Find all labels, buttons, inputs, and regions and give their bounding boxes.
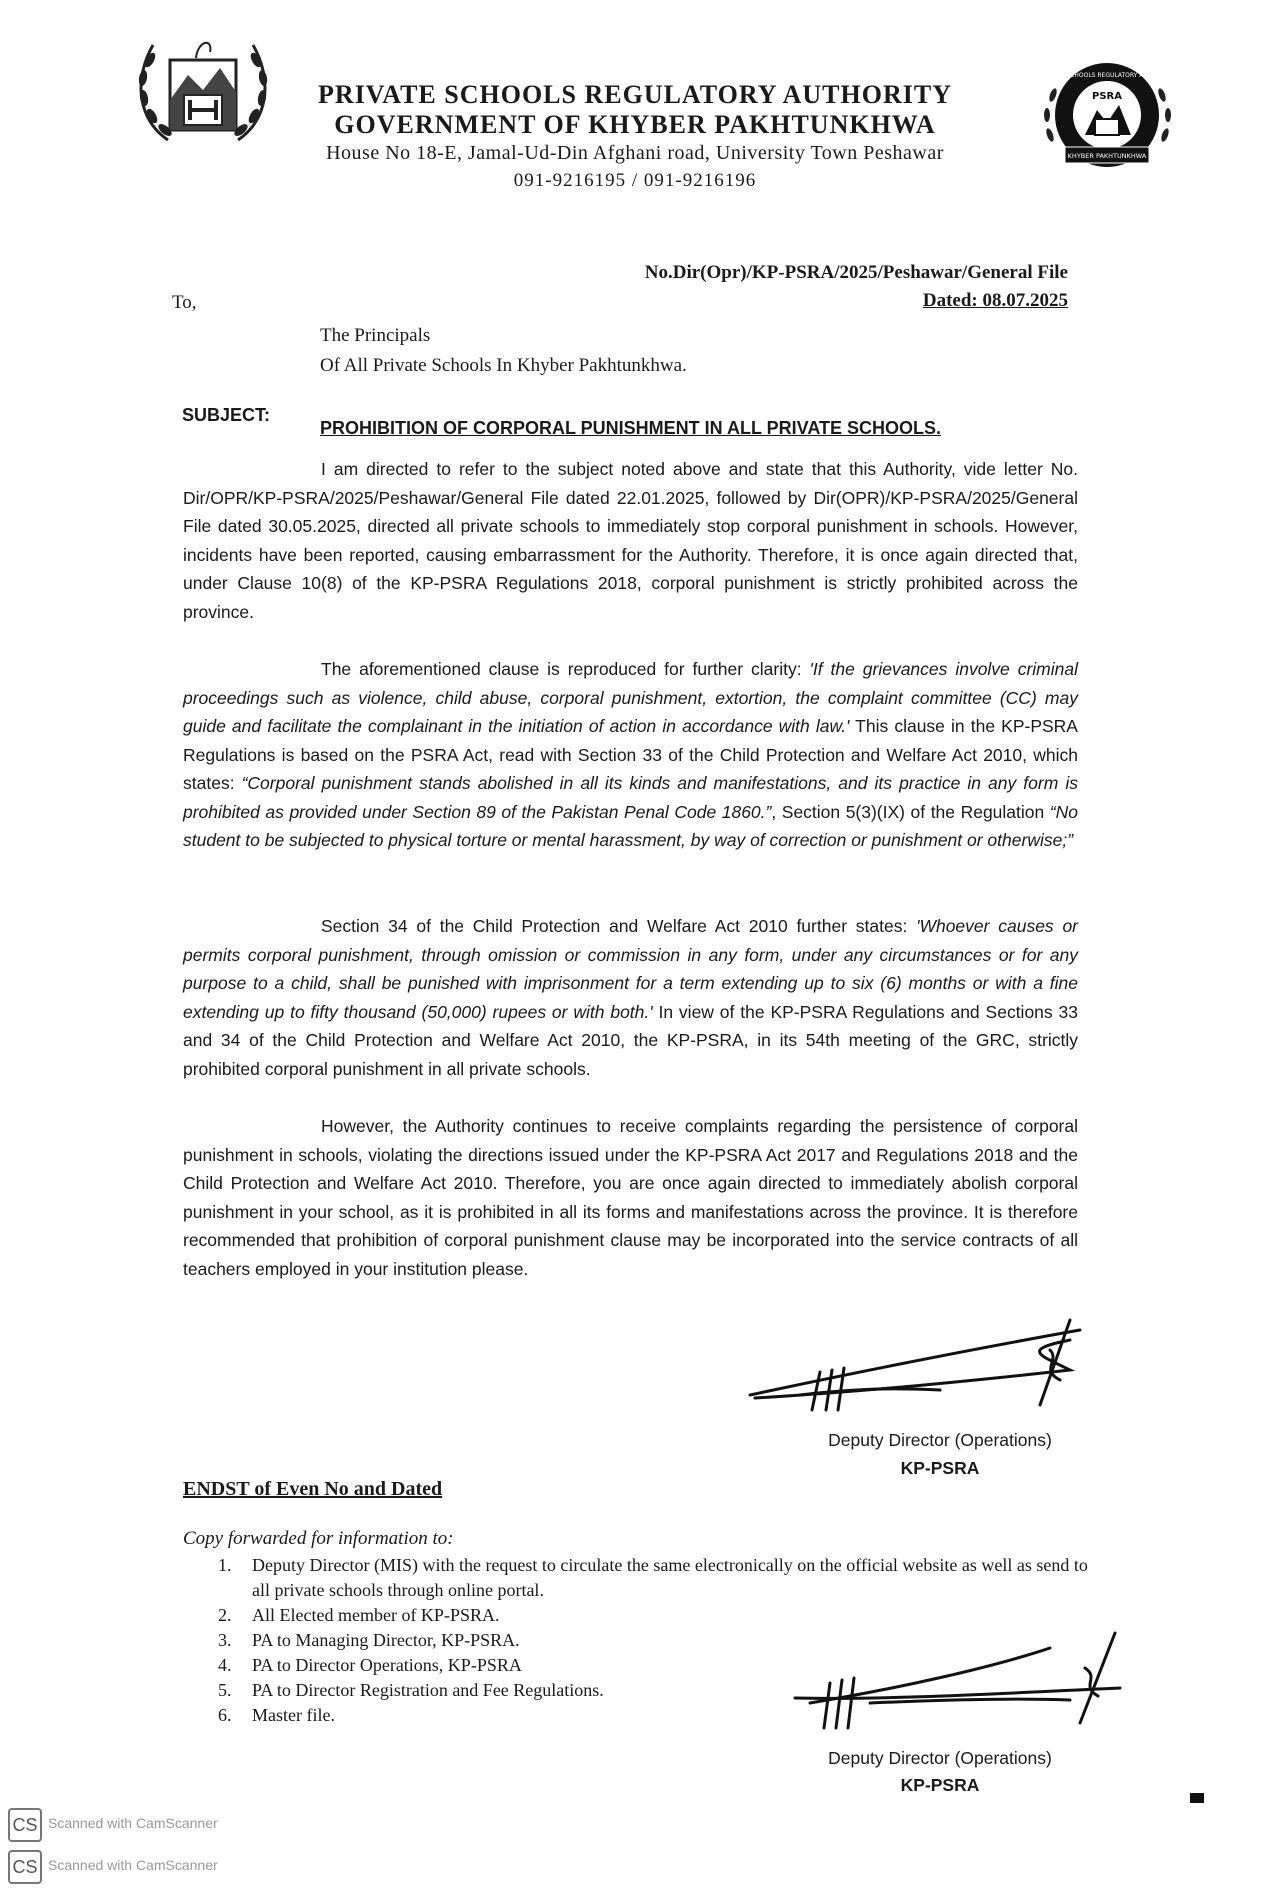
seal-ring-text: PRIVATE SCHOOLS REGULATORY AUTHORITY <box>1040 72 1174 79</box>
seal-province-text: KHYBER PAKHTUNKHWA <box>1067 152 1147 160</box>
subject-text: PROHIBITION OF CORPORAL PUNISHMENT IN ALL PRIVATE SCHOOLS. <box>320 418 942 438</box>
signatory-title-2: Deputy Director (Operations) <box>828 1748 1052 1768</box>
copy-item <box>200 1553 1100 1603</box>
to-label: To, <box>172 292 197 313</box>
signatory-org-2: KP-PSRA <box>900 1775 980 1795</box>
body-paragraph-4: However, the Authority continues to receive complaints regarding the persistence of corporal punishment in schools, violating the directions issued under the KP-PSRA Act 2017 and Regulations 2018 and the Child Protection and Welfare Act 2010. Therefore, you are once again directed to immediately abolish corporal punishment in your school, as it is prohibited in all its forms and manifestations across the province. It is therefore recommended that prohibition of corporal punishment clause may be incorporated into the service contracts of all teachers employed in your institution please. <box>183 1116 1078 1279</box>
copy-item-number: 4. <box>218 1655 232 1675</box>
copy-forwarded-label: Copy forwarded for information to: <box>183 1528 454 1549</box>
copy-item-text: Deputy Director (MIS) with the request to circulate the same electronically on the official website as well as send to all private schools through online portal. <box>252 1555 1088 1600</box>
letter-date: Dated: 08.07.2025 <box>922 290 1068 311</box>
signature-2 <box>790 1628 1140 1738</box>
p2-section: , Section 5(3)(IX) of the Regulation <box>771 801 1050 822</box>
signature-1 <box>740 1310 1100 1420</box>
endorsement-heading: ENDST of Even No and Dated <box>183 1478 443 1500</box>
copy-item-text: PA to Managing Director, KP-PSRA. <box>252 1630 520 1650</box>
p2-intro: The aforementioned clause is reproduced for further clarity: <box>321 659 810 679</box>
government-name: GOVERNMENT OF KHYBER PAKHTUNKHWA <box>334 110 936 139</box>
subject-label: SUBJECT: <box>182 405 271 425</box>
body-paragraph-2 <box>183 655 1078 855</box>
copy-item-text: PA to Director Operations, KP-PSRA <box>252 1655 522 1675</box>
addressee-line2: Of All Private Schools In Khyber Pakhtunkhwa. <box>320 355 687 376</box>
authority-address: House No 18-E, Jamal-Ud-Din Afghani road, University Town Peshawar <box>326 142 944 164</box>
copy-item-number: 1. <box>218 1555 232 1575</box>
p2-quote-section33: “Corporal punishment stands abolished in all its kinds and manifestations, and its practice in any form is prohibited as provided under Section 89 of the Pakistan Penal Code 1860.” <box>183 773 1078 822</box>
scanner-watermark-1: Scanned with CamScanner <box>48 1815 218 1831</box>
copy-item-number: 3. <box>218 1630 232 1650</box>
reference-number: No.Dir(Opr)/KP-PSRA/2025/Peshawar/General File <box>644 262 1068 283</box>
p3-tail: In view of the KP-PSRA Regulations and Sections 33 and 34 of the Child Protection and Welfare Act 2010, the KP-PSRA, in its 54th meeting of the GRC, strictly prohibited corporal punishment in all private schools. <box>183 1001 1078 1079</box>
copy-item-text: PA to Director Registration and Fee Regulations. <box>252 1680 604 1700</box>
signatory-org-1: KP-PSRA <box>900 1458 980 1478</box>
p2-quote-clause: 'If the grievances involve criminal proceedings such as violence, child abuse, corporal punishment, extortion, the complaint committee (CC) may guide and facilitate the complainant in the initiation of action in accordance with law.' <box>183 659 1079 736</box>
copy-item <box>200 1603 1100 1628</box>
seal-psra-text: PSRA <box>1092 91 1122 102</box>
p3-quote-section34: 'Whoever causes or permits corporal punishment, through omission or commission in any form, under any circumstances or for any purpose to a child, shall be punished with imprisonment for a term extending up to six (6) months or with a fine extending up to fifty thousand (50,000) rupees or with both.' <box>183 916 1079 1022</box>
body-paragraph-3 <box>183 912 1078 1083</box>
authority-phone: 091-9216195 / 091-9216196 <box>513 170 757 191</box>
copy-item-number: 5. <box>218 1680 232 1700</box>
signatory-title-1: Deputy Director (Operations) <box>828 1430 1052 1450</box>
authority-name: PRIVATE SCHOOLS REGULATORY AUTHORITY <box>318 80 952 109</box>
camscanner-icon: CS <box>8 1850 42 1884</box>
copy-item-text: All Elected member of KP-PSRA. <box>252 1605 500 1625</box>
copy-item-text: Master file. <box>252 1705 335 1725</box>
copy-item-number: 2. <box>218 1605 232 1625</box>
p3-intro: Section 34 of the Child Protection and Welfare Act 2010 further states: <box>321 916 917 936</box>
scanner-watermark-2: Scanned with CamScanner <box>48 1857 218 1873</box>
camscanner-icon: CS <box>8 1808 42 1842</box>
body-paragraph-1: I am directed to refer to the subject noted above and state that this Authority, vide letter No. Dir/OPR/KP-PSRA/2025/Peshawar/General File dated 22.01.2025, followed by Dir(OPR)/KP-PSRA/2025/General File dated 30.05.2025, directed all private schools to immediately stop corporal punishment in schools. However, incidents have been reported, causing embarrassment for the Authority. Therefore, it is once again directed that, under Clause 10(8) of the KP-PSRA Regulations 2018, corporal punishment is strictly prohibited across the province. <box>183 459 1078 622</box>
addressee-line1: The Principals <box>320 325 431 346</box>
corner-mark <box>1190 1793 1204 1803</box>
psra-seal-logo <box>1035 55 1180 190</box>
p2-mid: This clause in the KP-PSRA Regulations is based on the PSRA Act, read with Section 33 of the Child Protection and Welfare Act 2010, which states: <box>183 716 1078 793</box>
p2-quote-regulation: “No student to be subjected to physical torture or mental harassment, by way of correction or punishment or otherwise;” <box>183 801 1078 850</box>
copy-item-number: 6. <box>218 1705 232 1725</box>
